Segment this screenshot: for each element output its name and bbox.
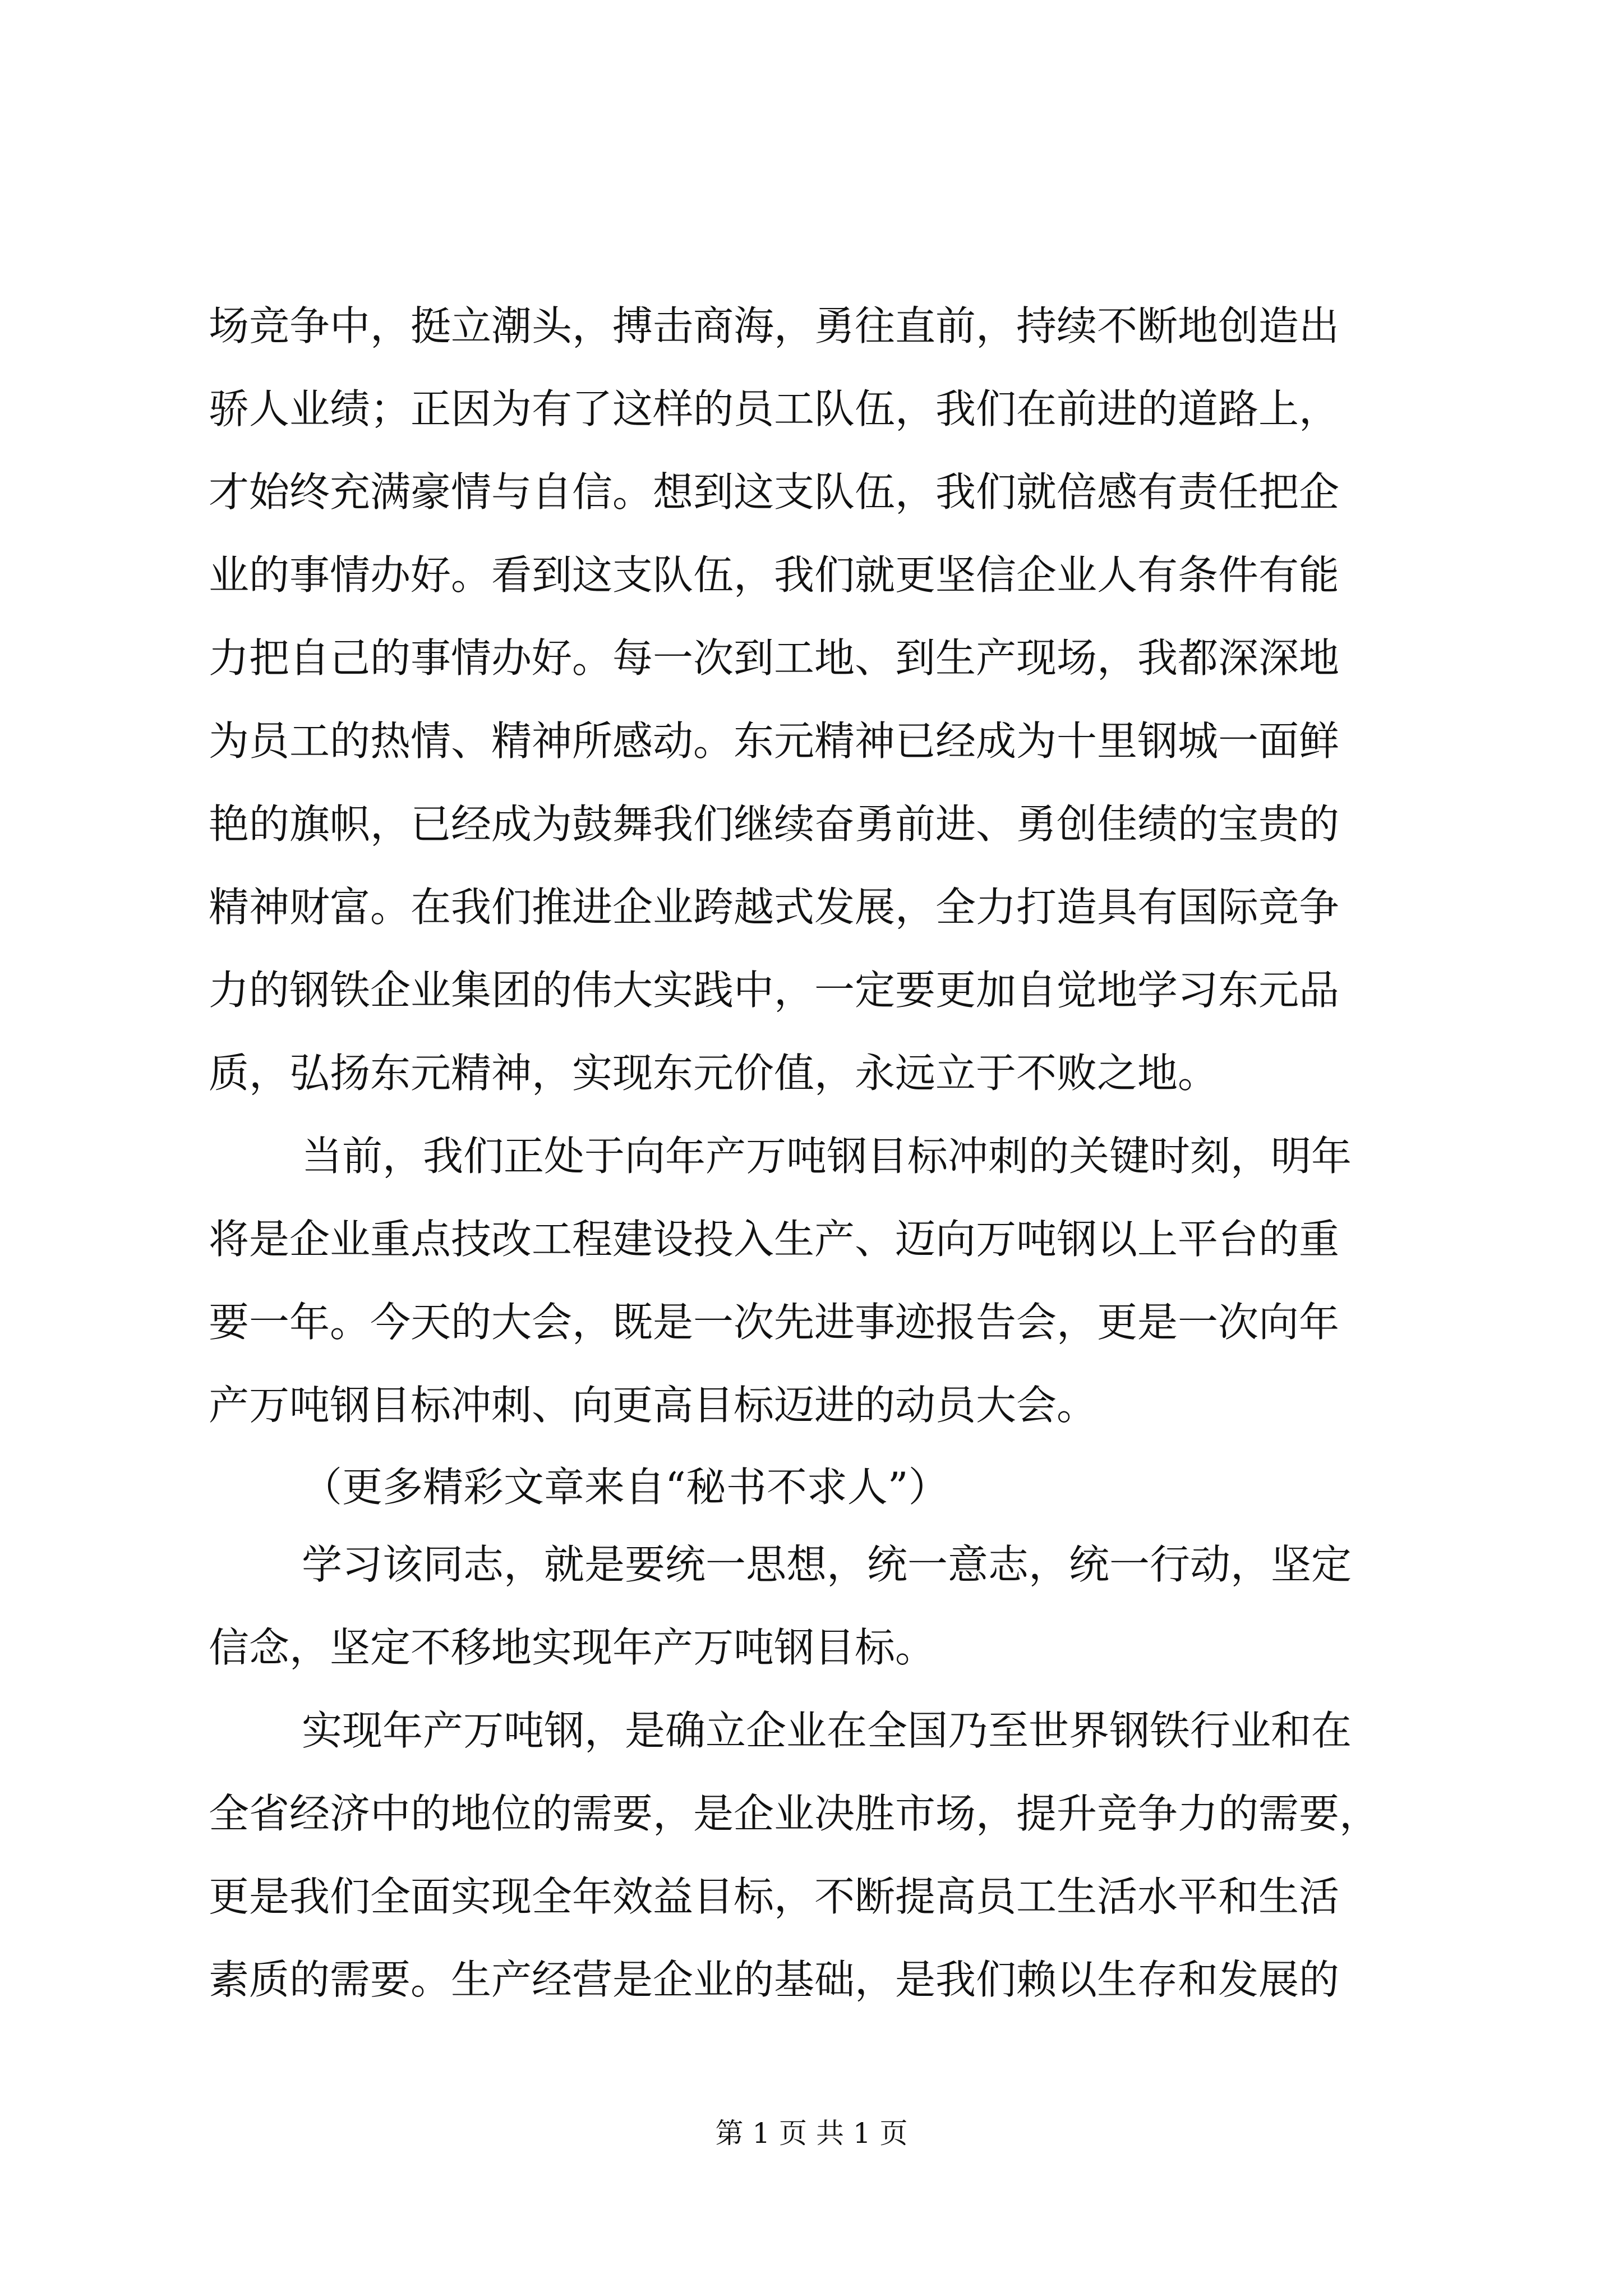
text-line: 精神财富。在我们推进企业跨越式发展，全力打造具有国际竞争 — [209, 884, 1340, 931]
text-line: 才始终充满豪情与自信。想到这支队伍，我们就倍感有责任把企 — [209, 468, 1340, 516]
text-line: 业的事情办好。看到这支队伍，我们就更坚信企业人有条件有能 — [209, 551, 1340, 599]
text-line: 更是我们全面实现全年效益目标，不断提高员工生活水平和生活 — [209, 1873, 1340, 1920]
text-line: 产万吨钢目标冲刺、向更高目标迈进的动员大会。 — [209, 1382, 1098, 1429]
text-line: 力的钢铁企业集团的伟大实践中，一定要更加自觉地学习东元品 — [209, 967, 1340, 1014]
text-line: 素质的需要。生产经营是企业的基础，是我们赖以生存和发展的 — [209, 1956, 1340, 2003]
paragraph-start-line: 当前，我们正处于向年产万吨钢目标冲刺的关键时刻，明年 — [302, 1133, 1352, 1180]
source-note: （更多精彩文章来自“秘书不求人”） — [302, 1464, 949, 1511]
text-line: 艳的旗帜，已经成为鼓舞我们继续奋勇前进、勇创佳绩的宝贵的 — [209, 800, 1340, 848]
paragraph-start-line: 学习该同志，就是要统一思想，统一意志，统一行动，坚定 — [302, 1541, 1352, 1588]
text-line: 为员工的热情、精神所感动。东元精神已经成为十里钢城一面鲜 — [209, 717, 1340, 765]
text-line: 力把自己的事情办好。每一次到工地、到生产现场，我都深深地 — [209, 634, 1340, 682]
page-number-footer: 第 1 页 共 1 页 — [715, 2117, 908, 2150]
text-line: 场竞争中，挺立潮头，搏击商海，勇往直前，持续不断地创造出 — [209, 302, 1340, 349]
text-line: 将是企业重点技改工程建设投入生产、迈向万吨钢以上平台的重 — [209, 1216, 1340, 1263]
text-line: 要一年。今天的大会，既是一次先进事迹报告会，更是一次向年 — [209, 1299, 1340, 1346]
text-line: 信念，坚定不移地实现年产万吨钢目标。 — [209, 1624, 936, 1671]
text-line: 骄人业绩；正因为有了这样的员工队伍，我们在前进的道路上， — [209, 385, 1340, 432]
text-line: 全省经济中的地位的需要，是企业决胜市场，提升竞争力的需要， — [209, 1790, 1380, 1837]
text-line: 质，弘扬东元精神，实现东元价值，永远立于不败之地。 — [209, 1050, 1219, 1097]
paragraph-start-line: 实现年产万吨钢，是确立企业在全国乃至世界钢铁行业和在 — [302, 1707, 1352, 1754]
